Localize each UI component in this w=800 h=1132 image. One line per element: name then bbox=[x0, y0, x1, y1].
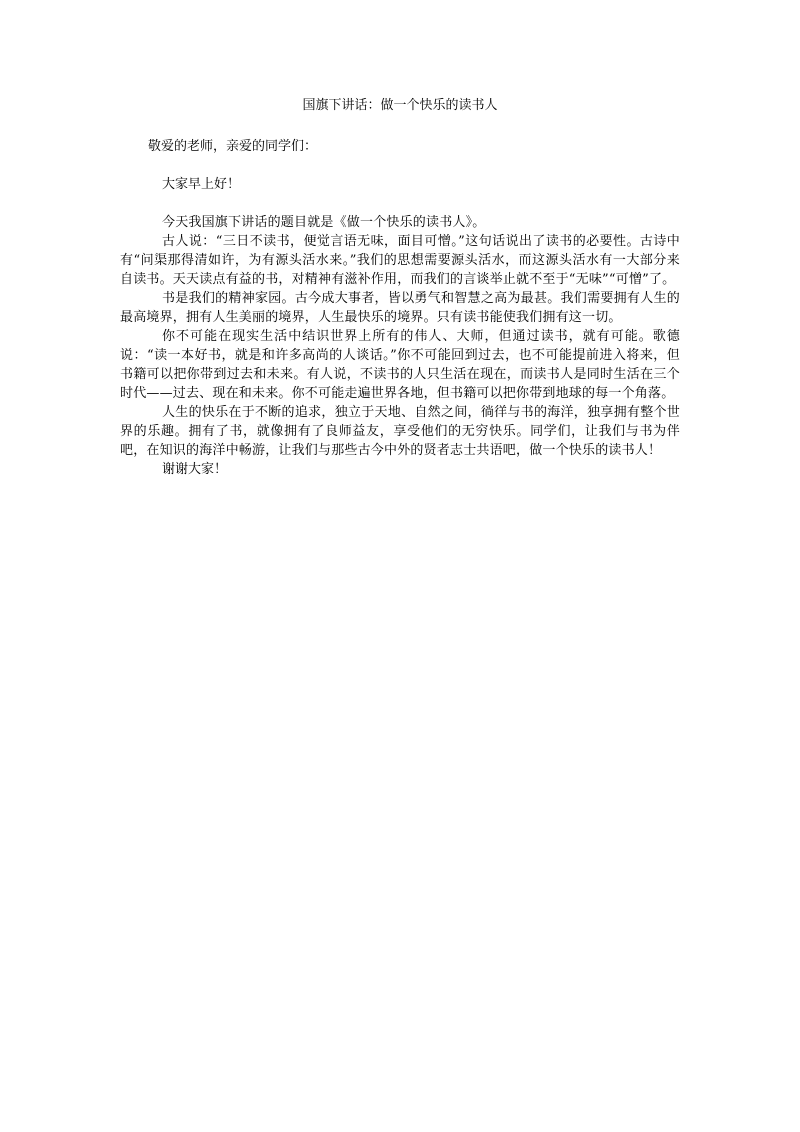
paragraph-goethe-quote: 你不可能在现实生活中结识世界上所有的伟人、大师，但通过读书，就有可能。歌德说：“读一本好书，就是和许多高尚的人谈话。”你不可能回到过去，也不可能提前进入将来，但书籍可以把你带到过去和未来。有人说，不读书的人只生活在现在，而读书人是同时生活在三个时代——过去、现在和未来。你不可能走遍世界各地，但书籍可以把你带到地球的每一个角落。 bbox=[120, 329, 680, 401]
closing-thanks: 谢谢大家！ bbox=[162, 462, 228, 477]
salutation: 敬爱的老师，亲爱的同学们： bbox=[148, 139, 318, 154]
document-title: 国旗下讲话：做一个快乐的读书人 bbox=[302, 98, 498, 113]
paragraph-joy-of-reading: 人生的快乐在于不断的追求，独立于天地、自然之间，徜徉与书的海洋，独享拥有整个世界的乐趣。拥有了书，就像拥有了良师益友，享受他们的无穷快乐。同学们，让我们与书为伴吧，在知识的海洋中畅游，让我们与那些古今中外的贤者志士共语吧，做一个快乐的读书人！ bbox=[120, 405, 680, 458]
document-body bbox=[120, 96, 680, 479]
paragraph-ancient-quote: 古人说：“三日不读书，便觉言语无味，面目可憎。”这句话说出了读书的必要性。古诗中有“问渠那得清如许，为有源头活水来。”我们的思想需要源头活水，而这源头活水有一大部分来自读书。天天读点有益的书，对精神有滋补作用，而我们的言谈举止就不至于“无味”“可憎”了。 bbox=[120, 234, 680, 287]
paragraph-spiritual-home: 书是我们的精神家园。古今成大事者，皆以勇气和智慧之高为最甚。我们需要拥有人生的最高境界，拥有人生美丽的境界，人生最快乐的境界。只有读书能使我们拥有这一切。 bbox=[120, 291, 680, 325]
paragraph-topic: 今天我国旗下讲话的题目就是《做一个快乐的读书人》。 bbox=[162, 215, 486, 230]
greeting: 大家早上好！ bbox=[162, 177, 241, 192]
